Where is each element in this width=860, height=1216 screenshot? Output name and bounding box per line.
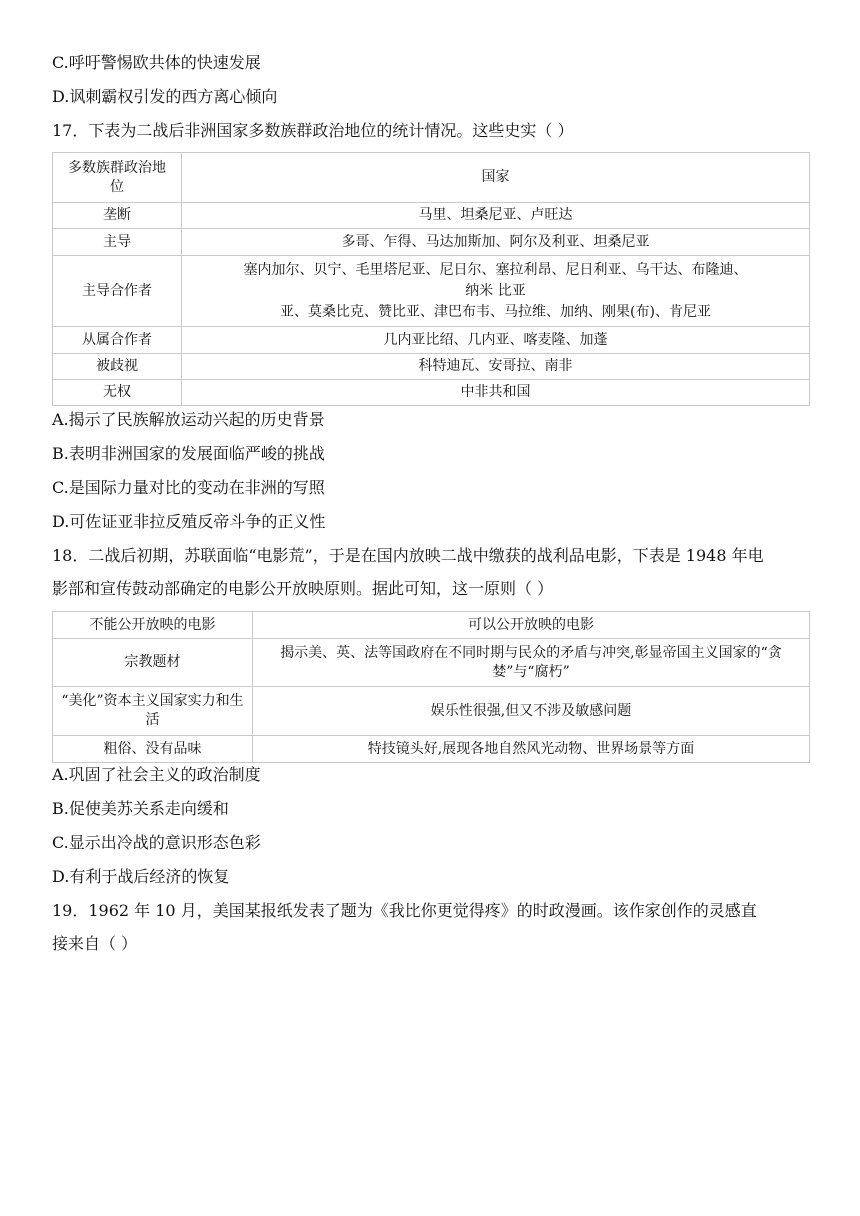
table-cell: 粗俗、没有品味 [53, 736, 253, 763]
cell-line: 塞内加尔、贝宁、毛里塔尼亚、尼日尔、塞拉利昂、尼日利亚、乌干达、布隆迪、 [243, 261, 748, 278]
table-cell: 垄断 [53, 203, 182, 229]
table-cell: 多哥、乍得、马达加斯加、阿尔及利亚、坦桑尼亚 [182, 229, 810, 256]
q18-table [52, 611, 810, 763]
q17-option-c: C.是国际力量对比的变动在非洲的写照 [52, 478, 325, 497]
table-row [53, 327, 810, 354]
q17-table [52, 152, 810, 406]
table-header-cell [53, 153, 182, 203]
q17-stem: 17．下表为二战后非洲国家多数族群政治地位的统计情况。这些史实（ ） [52, 121, 574, 140]
table-cell: 几内亚比绍、几内亚、喀麦隆、加蓬 [182, 327, 810, 354]
table-cell: 宗教题材 [53, 639, 253, 687]
table-header-row [53, 612, 810, 639]
q18-option-b: B.促使美苏关系走向缓和 [52, 799, 229, 818]
table-cell: 中非共和国 [182, 380, 810, 406]
table-cell: 主导 [53, 229, 182, 256]
table-cell: 从属合作者 [53, 327, 182, 354]
table-header-row [53, 153, 810, 203]
table-header-cell: 国家 [182, 153, 810, 203]
q17-option-b: B.表明非洲国家的发展面临严峻的挑战 [52, 444, 325, 463]
table-cell: 特技镜头好,展现各地自然风光动物、世界场景等方面 [253, 736, 810, 763]
table-row [53, 380, 810, 406]
q19-stem-line2: 接来自（ ） [52, 934, 138, 953]
cell-line: 亚、莫桑比克、赞比亚、津巴布韦、马拉维、加纳、刚果(布)、肯尼亚 [280, 303, 711, 320]
prev-option-d: D.讽刺霸权引发的西方离心倾向 [52, 87, 278, 106]
table-row [53, 687, 810, 736]
table-cell: 马里、坦桑尼亚、卢旺达 [182, 203, 810, 229]
table-row [53, 229, 810, 256]
cell-line: 纳米 比亚 [465, 282, 526, 299]
table-header-cell: 不能公开放映的电影 [53, 612, 253, 639]
q18-option-c: C.显示出冷战的意识形态色彩 [52, 833, 261, 852]
prev-option-c: C.呼吁警惕欧共体的快速发展 [52, 53, 261, 72]
table-cell: 揭示美、英、法等国政府在不同时期与民众的矛盾与冲突,彰显帝国主义国家的“贪婪”与“腐朽” [253, 639, 810, 687]
table-cell: 无权 [53, 380, 182, 406]
table-cell: 主导合作者 [53, 256, 182, 327]
q18-option-a: A.巩固了社会主义的政治制度 [52, 765, 261, 784]
table-row [53, 639, 810, 687]
table-cell: 娱乐性很强,但又不涉及敏感问题 [253, 687, 810, 736]
table-row [53, 203, 810, 229]
table-cell [182, 256, 810, 327]
table-header-cell: 可以公开放映的电影 [253, 612, 810, 639]
table-row [53, 736, 810, 763]
table-cell: 科特迪瓦、安哥拉、南非 [182, 354, 810, 380]
header-status-text: 多数族群政治地 位 [68, 159, 166, 195]
q19-stem-line1: 19．1962 年 10 月，美国某报纸发表了题为《我比你更觉得疼》的时政漫画。该作家创作的灵感直 [52, 901, 757, 920]
table-cell: “美化”资本主义国家实力和生活 [53, 687, 253, 736]
table-row [53, 256, 810, 327]
q17-option-a: A.揭示了民族解放运动兴起的历史背景 [52, 410, 325, 429]
table-row [53, 354, 810, 380]
q18-stem-line2: 影部和宣传鼓动部确定的电影公开放映原则。据此可知，这一原则（ ） [52, 579, 554, 598]
table-cell: 被歧视 [53, 354, 182, 380]
q18-stem-line1: 18．二战后初期，苏联面临“电影荒”，于是在国内放映二战中缴获的战利品电影，下表是 1948 年电 [52, 546, 764, 565]
q18-option-d: D.有利于战后经济的恢复 [52, 867, 230, 886]
q17-option-d: D.可佐证亚非拉反殖反帝斗争的正义性 [52, 512, 326, 531]
